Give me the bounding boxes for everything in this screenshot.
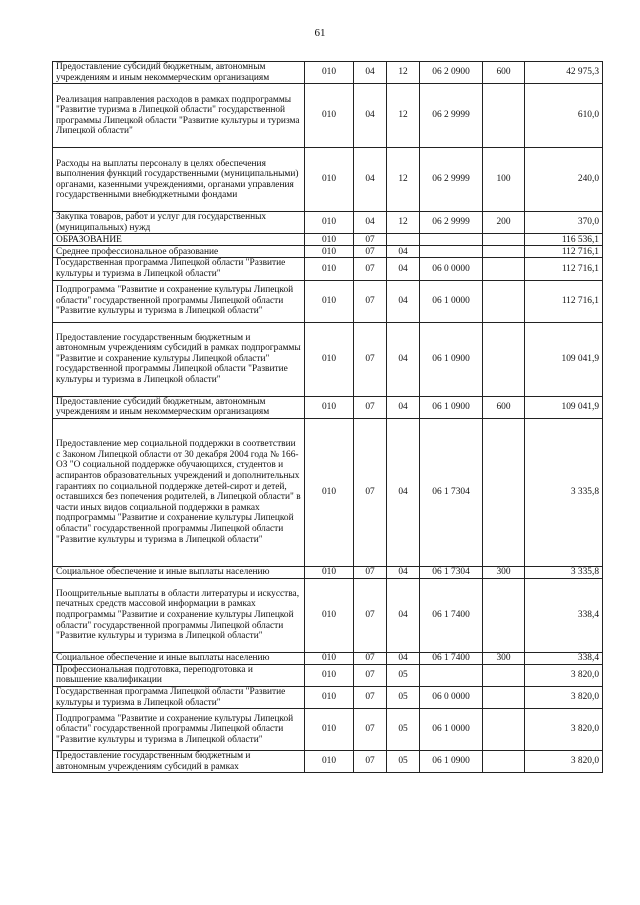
row-section-code: 07 (354, 418, 387, 566)
row-amount: 112 716,1 (525, 246, 603, 258)
row-expense-type (483, 418, 525, 566)
row-section-code: 07 (354, 246, 387, 258)
row-admin-code: 010 (305, 652, 354, 664)
row-amount: 3 820,0 (525, 686, 603, 708)
table-row (53, 709, 603, 751)
table-row (53, 322, 603, 396)
row-target-article: 06 0 0000 (420, 686, 483, 708)
row-subsection-code: 05 (387, 751, 420, 773)
row-section-code: 07 (354, 709, 387, 751)
row-name: ОБРАЗОВАНИЕ (53, 234, 305, 246)
row-target-article: 06 2 9999 (420, 84, 483, 148)
row-subsection-code: 05 (387, 686, 420, 708)
row-subsection-code: 04 (387, 322, 420, 396)
row-name: Поощрительные выплаты в области литературы и искусства, печатных средств массовой информации в рамках подпрограммы "Развитие и сохранение культуры Липецкой области" государственной программы Липецкой области "Развитие культуры и туризма в Липецкой области" (53, 578, 305, 652)
row-admin-code: 010 (305, 418, 354, 566)
row-admin-code: 010 (305, 751, 354, 773)
row-admin-code: 010 (305, 578, 354, 652)
row-section-code: 07 (354, 322, 387, 396)
row-target-article: 06 1 7400 (420, 652, 483, 664)
row-expense-type (483, 280, 525, 322)
row-name: Социальное обеспечение и иные выплаты населению (53, 566, 305, 578)
row-amount: 3 820,0 (525, 664, 603, 686)
row-expense-type (483, 234, 525, 246)
row-section-code: 07 (354, 578, 387, 652)
row-subsection-code: 12 (387, 212, 420, 234)
row-target-article: 06 1 7400 (420, 578, 483, 652)
table-row (53, 396, 603, 418)
row-amount: 3 335,8 (525, 566, 603, 578)
row-section-code: 04 (354, 148, 387, 212)
row-target-article: 06 1 0000 (420, 709, 483, 751)
row-name: Подпрограмма "Развитие и сохранение культуры Липецкой области" государственной программы Липецкой области "Развитие культуры и туризма в Липецкой области" (53, 709, 305, 751)
row-target-article: 06 1 7304 (420, 418, 483, 566)
row-subsection-code (387, 234, 420, 246)
table-row (53, 62, 603, 84)
row-subsection-code: 04 (387, 652, 420, 664)
row-subsection-code: 04 (387, 258, 420, 280)
row-admin-code: 010 (305, 709, 354, 751)
row-amount: 610,0 (525, 84, 603, 148)
row-subsection-code: 04 (387, 246, 420, 258)
row-section-code: 07 (354, 664, 387, 686)
row-expense-type: 300 (483, 566, 525, 578)
table-row (53, 652, 603, 664)
table-row (53, 212, 603, 234)
row-section-code: 04 (354, 62, 387, 84)
row-subsection-code: 05 (387, 664, 420, 686)
row-name: Предоставление государственным бюджетным и автономным учреждениям субсидий в рамках подпрограммы "Развитие и сохранение культуры Липецкой области" государственной программы Липецкой области "Развитие культуры и туризма в Липецкой области" (53, 322, 305, 396)
row-amount: 42 975,3 (525, 62, 603, 84)
table-row (53, 566, 603, 578)
row-amount: 109 041,9 (525, 396, 603, 418)
row-amount: 112 716,1 (525, 280, 603, 322)
row-name: Подпрограмма "Развитие и сохранение культуры Липецкой области" государственной программы Липецкой области "Развитие культуры и туризма в Липецкой области" (53, 280, 305, 322)
row-amount: 3 820,0 (525, 709, 603, 751)
row-subsection-code: 04 (387, 280, 420, 322)
page-number: 61 (314, 27, 326, 39)
row-target-article: 06 2 9999 (420, 212, 483, 234)
row-section-code: 04 (354, 212, 387, 234)
row-admin-code: 010 (305, 84, 354, 148)
row-name: Расходы на выплаты персоналу в целях обеспечения выполнения функций государственными (муниципальными) органами, казенными учреждениями, органами управления государственными внебюджетными фондами (53, 148, 305, 212)
row-target-article (420, 234, 483, 246)
row-amount: 3 335,8 (525, 418, 603, 566)
budget-table (52, 61, 603, 773)
table-row (53, 258, 603, 280)
row-expense-type (483, 84, 525, 148)
row-name: Социальное обеспечение и иные выплаты населению (53, 652, 305, 664)
row-subsection-code: 04 (387, 396, 420, 418)
row-admin-code: 010 (305, 148, 354, 212)
row-admin-code: 010 (305, 566, 354, 578)
row-name: Предоставление государственным бюджетным и автономным учреждениям субсидий в рамках (53, 751, 305, 773)
row-subsection-code: 12 (387, 84, 420, 148)
row-amount: 116 536,1 (525, 234, 603, 246)
row-expense-type (483, 246, 525, 258)
row-expense-type (483, 751, 525, 773)
row-name: Предоставление субсидий бюджетным, автономным учреждениям и иным некоммерческим организациям (53, 396, 305, 418)
row-admin-code: 010 (305, 664, 354, 686)
row-section-code: 07 (354, 396, 387, 418)
row-subsection-code: 12 (387, 148, 420, 212)
table-row (53, 686, 603, 708)
row-admin-code: 010 (305, 212, 354, 234)
row-target-article (420, 664, 483, 686)
row-amount: 3 820,0 (525, 751, 603, 773)
table-row (53, 246, 603, 258)
row-target-article: 06 1 0900 (420, 751, 483, 773)
row-expense-type (483, 322, 525, 396)
row-subsection-code: 12 (387, 62, 420, 84)
table-row (53, 751, 603, 773)
row-name: Государственная программа Липецкой области "Развитие культуры и туризма в Липецкой области" (53, 686, 305, 708)
row-name: Закупка товаров, работ и услуг для государственных (муниципальных) нужд (53, 212, 305, 234)
row-admin-code: 010 (305, 322, 354, 396)
row-subsection-code: 04 (387, 566, 420, 578)
row-amount: 338,4 (525, 578, 603, 652)
row-subsection-code: 05 (387, 709, 420, 751)
row-name: Профессиональная подготовка, переподготовка и повышение квалификации (53, 664, 305, 686)
row-expense-type: 600 (483, 396, 525, 418)
row-amount: 338,4 (525, 652, 603, 664)
row-expense-type: 200 (483, 212, 525, 234)
row-admin-code: 010 (305, 396, 354, 418)
row-name: Государственная программа Липецкой области "Развитие культуры и туризма в Липецкой области" (53, 258, 305, 280)
row-section-code: 07 (354, 751, 387, 773)
row-expense-type (483, 709, 525, 751)
row-target-article (420, 246, 483, 258)
row-amount: 109 041,9 (525, 322, 603, 396)
row-amount: 370,0 (525, 212, 603, 234)
row-subsection-code: 04 (387, 578, 420, 652)
row-subsection-code: 04 (387, 418, 420, 566)
row-expense-type (483, 686, 525, 708)
table-row (53, 578, 603, 652)
row-target-article: 06 1 0900 (420, 322, 483, 396)
row-section-code: 07 (354, 686, 387, 708)
row-admin-code: 010 (305, 280, 354, 322)
row-name: Среднее профессиональное образование (53, 246, 305, 258)
table-row (53, 280, 603, 322)
row-expense-type (483, 258, 525, 280)
row-amount: 240,0 (525, 148, 603, 212)
row-target-article: 06 1 0000 (420, 280, 483, 322)
row-name: Предоставление субсидий бюджетным, автономным учреждениям и иным некоммерческим организациям (53, 62, 305, 84)
table-row (53, 418, 603, 566)
row-name: Реализация направления расходов в рамках подпрограммы "Развитие туризма в Липецкой области" государственной программы Липецкой области "Развитие культуры и туризма Липецкой области" (53, 84, 305, 148)
row-admin-code: 010 (305, 686, 354, 708)
row-amount: 112 716,1 (525, 258, 603, 280)
row-expense-type: 100 (483, 148, 525, 212)
row-section-code: 04 (354, 84, 387, 148)
row-target-article: 06 1 7304 (420, 566, 483, 578)
row-admin-code: 010 (305, 258, 354, 280)
table-row (53, 234, 603, 246)
row-admin-code: 010 (305, 62, 354, 84)
row-target-article: 06 2 0900 (420, 62, 483, 84)
row-expense-type: 600 (483, 62, 525, 84)
row-section-code: 07 (354, 566, 387, 578)
row-section-code: 07 (354, 652, 387, 664)
row-section-code: 07 (354, 258, 387, 280)
table-row (53, 84, 603, 148)
row-expense-type (483, 664, 525, 686)
row-target-article: 06 1 0900 (420, 396, 483, 418)
row-section-code: 07 (354, 280, 387, 322)
row-target-article: 06 0 0000 (420, 258, 483, 280)
row-expense-type: 300 (483, 652, 525, 664)
table-row (53, 664, 603, 686)
row-target-article: 06 2 9999 (420, 148, 483, 212)
row-expense-type (483, 578, 525, 652)
row-admin-code: 010 (305, 234, 354, 246)
row-section-code: 07 (354, 234, 387, 246)
table-row (53, 148, 603, 212)
row-admin-code: 010 (305, 246, 354, 258)
row-name: Предоставление мер социальной поддержки в соответствии с Законом Липецкой области от 30 декабря 2004 года № 166-ОЗ "О социальной поддержке обучающихся, студентов и аспирантов образовательных учреждений и дополнительных гарантиях по социальной поддержке детей-сирот и детей, оставшихся без попечения родителей, в Липецкой области" в части иных видов социальной поддержки в рамках подпрограммы "Развитие и сохранение культуры Липецкой области" государственной программы Липецкой области "Развитие культуры и туризма в Липецкой области" (53, 418, 305, 566)
